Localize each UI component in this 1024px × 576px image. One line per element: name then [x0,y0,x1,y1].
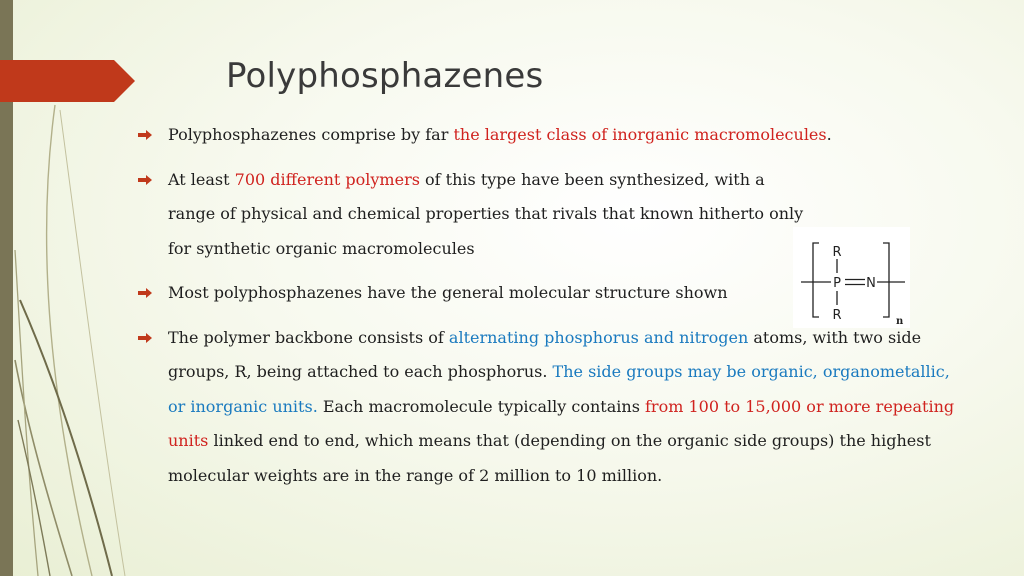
slide-title: Polyphosphazenes [226,56,544,96]
bullet-text: The polymer backbone consists of [168,327,449,347]
phosphorus-label: P [833,276,841,291]
bullet-text: atoms, with two side groups, R, being attached to each phosphorus. [168,327,922,381]
highlight-text: from 100 to 15,000 or more repeating units [168,396,955,450]
bullet-text: . [826,125,832,144]
bottom-r-group-label: R [832,308,842,323]
bullet-text: linked end to end, which means that (depending on the organic side groups) the highest molecular weights are in the range of 2 million to 10 million. [168,431,931,485]
top-r-group-label: R [832,245,842,260]
bullet-item-1 [136,118,966,153]
bullet-text: Most polyphosphazenes have the general molecular structure shown [168,283,728,302]
repeat-subscript: n [896,316,904,327]
polyphosphazene-structure-diagram [793,227,910,328]
right-arrow-bullet-icon [138,175,152,185]
title-accent-tab [0,60,135,102]
bullet-text: Polyphosphazenes comprise by far [168,125,454,144]
bullet-text: At least [168,169,235,189]
highlight-text: the largest class of inorganic macromolecules [453,125,827,144]
bullet-text: Each macromolecule typically contains [317,396,645,416]
bullet-item-4 [136,321,966,494]
highlight-text: alternating phosphorus and nitrogen [448,327,749,347]
right-arrow-bullet-icon [138,333,152,343]
highlight-text: The side groups may be organic, organometallic, or inorganic units. [168,362,950,416]
highlight-text: 700 different polymers [234,169,420,189]
nitrogen-label: N [866,276,876,291]
right-arrow-bullet-icon [138,288,152,298]
right-arrow-bullet-icon [138,130,152,140]
bullet-text: of this type have been synthesized, with a range of physical and chemical properties that rivals that known hitherto only for synthetic organic macromolecules [168,169,804,258]
